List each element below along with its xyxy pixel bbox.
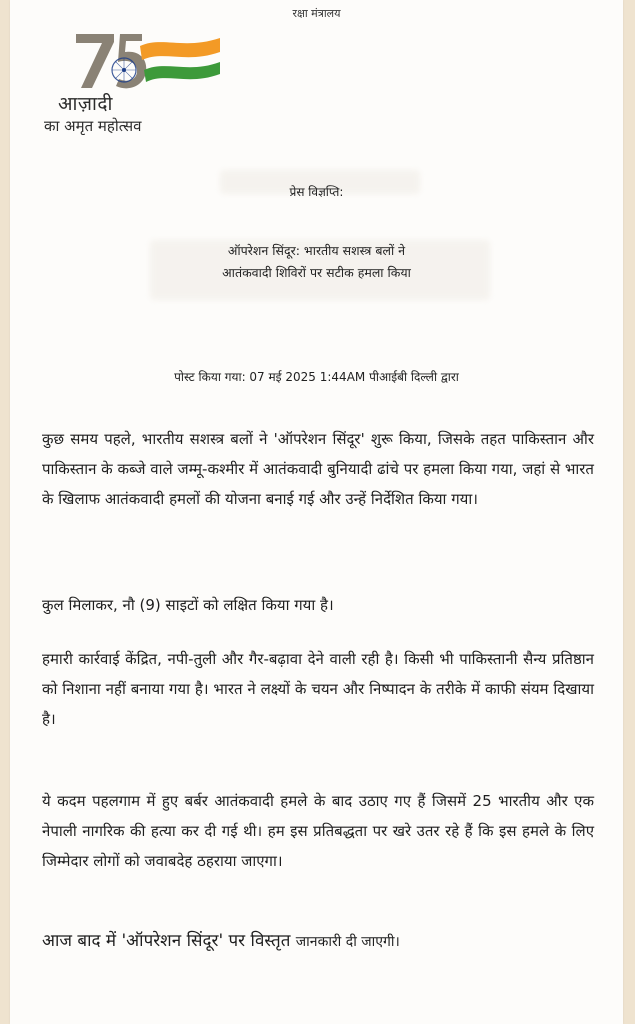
posted-info: पोस्ट किया गया: 07 मई 2025 1:44AM पीआईबी दिल्ली द्वारा (174, 370, 459, 384)
azadi-text: आज़ादी (58, 93, 113, 115)
briefing-text-part-2: जानकारी दी जाएगी। (295, 934, 400, 950)
numeral-seven-shape (76, 34, 114, 88)
paragraph-briefing-later (42, 924, 594, 959)
75-flag-emblem-icon (62, 28, 222, 98)
paragraph-operation-launch: कुछ समय पहले, भारतीय सशस्त्र बलों ने 'ऑपरेशन सिंदूर' शुरू किया, जिसके तहत पाकिस्तान और पाकिस्तान के कब्जे वाले जम्मू-कश्मीर में आतंकवादी बुनियादी ढांचे पर हमला किया गया, जहां से भारत के खिलाफ आतंकवादी हमलों की योजना बनाई गई और उन्हें निर्देशित किया गया। (42, 430, 594, 508)
saffron-flag-stripe (140, 38, 220, 60)
press-headline (10, 240, 623, 284)
paragraph-pahalgam-attack: ये कदम पहलगाम में हुए बर्बर आतंकवादी हमले के बाद उठाए गए हैं जिसमें 25 भारतीय और एक नेपाली नागरिक की हत्या कर दी गई थी। हम इस प्रतिबद्धता पर खरे उतर रहे हैं कि इस हमले के लिए जिम्मेदार लोगों को जवाबदेह ठहराया जाएगा। (42, 792, 594, 870)
azadi-ka-amrit-mahotsav-logo (40, 28, 240, 143)
headline-line-1: ऑपरेशन सिंदूर: भारतीय सशस्त्र बलों ने (227, 243, 406, 258)
press-release-page (10, 0, 623, 1024)
paragraph-measured-action: हमारी कार्रवाई केंद्रित, नपी-तुली और गैर-बढ़ावा देने वाली रही है। किसी भी पाकिस्तानी सैन्य प्रतिष्ठान को निशाना नहीं बनाया गया है। भारत ने लक्ष्यों के चयन और निष्पादन के तरीके में काफी संयम दिखाया है। (42, 650, 594, 728)
press-release-label: प्रेस विज्ञप्ति: (289, 185, 344, 199)
amrit-mahotsav-text: का अमृत महोत्सव (44, 117, 142, 135)
ministry-name: रक्षा मंत्रालय (292, 7, 341, 20)
briefing-text-part-1: आज बाद में 'ऑपरेशन सिंदूर' पर विस्तृत (42, 931, 291, 951)
green-flag-stripe (144, 62, 220, 82)
headline-line-2: आतंकवादी शिविरों पर सटीक हमला किया (222, 265, 411, 280)
paragraph-sites-targeted: कुल मिलाकर, नौ (9) साइटों को लक्षित किया गया है। (42, 596, 334, 614)
